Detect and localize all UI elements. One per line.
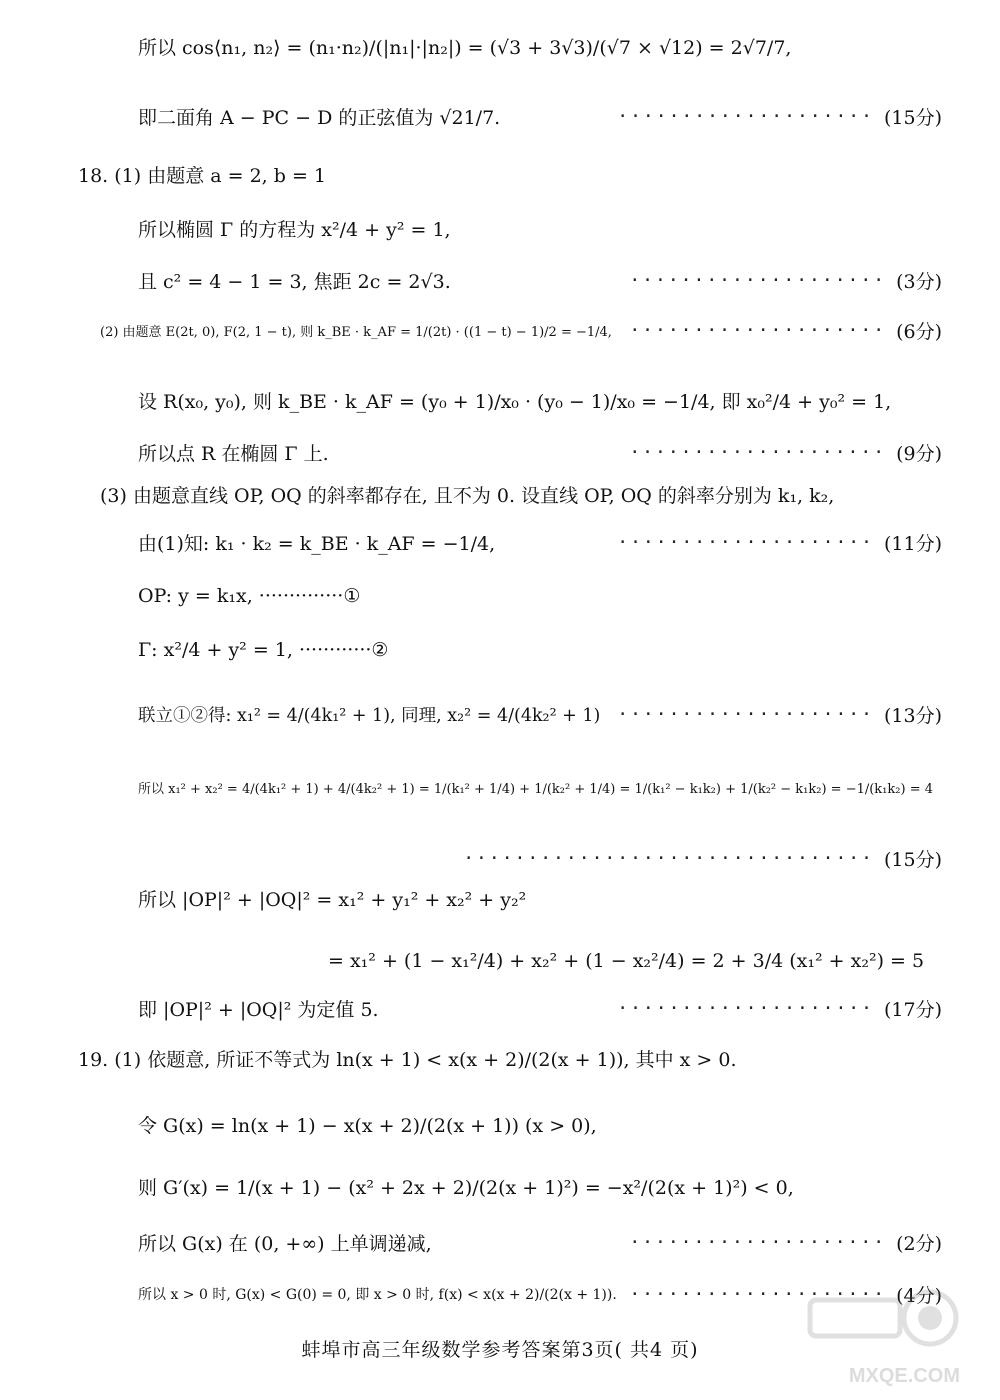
solution-line xyxy=(0,980,1000,1036)
solution-line xyxy=(0,200,1000,256)
score-label: (17分) xyxy=(883,998,942,1021)
score-label: (6分) xyxy=(896,320,942,343)
watermark-seal-icon xyxy=(790,1278,960,1358)
solution-text: (2) 由题意 E(2t, 0), F(2, 1 − t), 则 k_BE · k_AF = 1/(2t) · ((1 − t) − 1)/2 = −1/4, xyxy=(100,324,612,340)
solution-text: 即 |OP|² + |OQ|² 为定值 5. xyxy=(138,998,379,1021)
score-marker xyxy=(617,88,942,144)
score-label: (11分) xyxy=(883,532,942,555)
solution-line xyxy=(0,514,1000,570)
solution-text: Γ: x²/4 + y² = 1, ············② xyxy=(138,639,389,661)
solution-text: 所以 x₁² + x₂² = 4/(4k₁² + 1) + 4/(4k₂² + 1) = 1/(k₁² + 1/4) + 1/(k₂² + 1/4) = 1/(k₁² − k₁k₂) + 1/(k₂² − k₁k₂) = −1/(k₁k₂) = 4 xyxy=(138,781,933,797)
solution-line xyxy=(0,1096,1000,1152)
dotted-leader: ···················· xyxy=(617,703,874,725)
solution-text: 即二面角 A − PC − D 的正弦值为 √21/7. xyxy=(138,106,501,129)
solution-text: 令 G(x) = ln(x + 1) − x(x + 2)/(2(x + 1)) (x > 0), xyxy=(138,1114,597,1137)
score-label: (15分) xyxy=(883,106,942,129)
dotted-leader: ···················· xyxy=(617,105,874,127)
score-marker xyxy=(629,252,942,308)
score-marker xyxy=(629,302,942,358)
solution-text: 由(1)知: k₁ · k₂ = k_BE · k_AF = −1/4, xyxy=(138,532,496,555)
solution-line xyxy=(0,252,1000,308)
solution-line xyxy=(0,1158,1000,1214)
score-marker xyxy=(617,686,942,742)
solution-text: 所以 cos⟨n₁, n₂⟩ = (n₁·n₂)/(|n₁|·|n₂|) = (√3 + 3√3)/(√7 × √12) = 2√7/7, xyxy=(138,36,792,59)
watermark-logo xyxy=(790,1278,960,1388)
solution-text: 所以点 R 在椭圆 Γ 上. xyxy=(138,442,329,465)
solution-line xyxy=(0,88,1000,144)
score-label: (13分) xyxy=(883,704,942,727)
solution-text: (3) 由题意直线 OP, OQ 的斜率都存在, 且不为 0. 设直线 OP, OQ 的斜率分别为 k₁, k₂, xyxy=(100,484,835,507)
solution-line xyxy=(0,372,1000,428)
score-marker xyxy=(617,980,942,1036)
dotted-leader: ···················· xyxy=(629,441,887,463)
solution-line xyxy=(0,752,1000,822)
solution-text: 19. (1) 依题意, 所证不等式为 ln(x + 1) < x(x + 2)/(2(x + 1)), 其中 x > 0. xyxy=(78,1048,737,1071)
dotted-leader: ································ xyxy=(463,847,874,869)
dotted-leader: ···················· xyxy=(617,997,874,1019)
solution-text: 所以 x > 0 时, G(x) < G(0) = 0, 即 x > 0 时, f(x) < x(x + 2)/(2(x + 1)). xyxy=(138,1287,617,1303)
dotted-leader: ···················· xyxy=(629,269,887,291)
solution-text: 所以椭圆 Γ 的方程为 x²/4 + y² = 1, xyxy=(138,218,451,241)
dotted-leader: ···················· xyxy=(629,1231,887,1253)
solution-line xyxy=(0,18,1000,74)
solution-line xyxy=(0,622,1000,678)
score-label: (2分) xyxy=(896,1232,942,1255)
solution-line xyxy=(0,870,1000,926)
score-label: (9分) xyxy=(896,442,942,465)
footer-text: 蚌埠市高三年级数学参考答案第3页( 共4 页) xyxy=(301,1338,699,1361)
solution-text: 且 c² = 4 − 1 = 3, 焦距 2c = 2√3. xyxy=(138,270,451,293)
solution-text: 所以 G(x) 在 (0, +∞) 上单调递减, xyxy=(138,1232,432,1255)
solution-line xyxy=(0,1214,1000,1270)
score-label: (4分) xyxy=(896,1284,942,1307)
solution-text: 则 G′(x) = 1/(x + 1) − (x² + 2x + 2)/(2(x + 1)²) = −x²/(2(x + 1)²) < 0, xyxy=(138,1176,794,1199)
solution-line xyxy=(0,146,1000,202)
solution-text: 联立①②得: x₁² = 4/(4k₁² + 1), 同理, x₂² = 4/(4k₂² + 1) xyxy=(138,705,601,726)
solution-text: = x₁² + (1 − x₁²/4) + x₂² + (1 − x₂²/4) = 2 + 3/4 (x₁² + x₂²) = 5 xyxy=(328,950,925,972)
dotted-leader: ···················· xyxy=(617,531,874,553)
score-marker xyxy=(629,1214,942,1270)
solution-text: 18. (1) 由题意 a = 2, b = 1 xyxy=(78,164,326,187)
solution-line xyxy=(0,302,1000,358)
dotted-leader: ···················· xyxy=(629,1283,887,1305)
solution-line xyxy=(0,568,1000,624)
dotted-leader: ···················· xyxy=(629,319,887,341)
solution-line xyxy=(0,1030,1000,1086)
solution-line xyxy=(0,686,1000,742)
solution-text: 所以 |OP|² + |OQ|² = x₁² + y₁² + x₂² + y₂² xyxy=(138,888,527,911)
watermark-text: MXQE.COM xyxy=(848,1365,960,1387)
solution-text: 设 R(x₀, y₀), 则 k_BE · k_AF = (y₀ + 1)/x₀ · (y₀ − 1)/x₀ = −1/4, 即 x₀²/4 + y₀² = 1, xyxy=(138,390,892,413)
score-marker xyxy=(617,514,942,570)
solution-text: OP: y = k₁x, ··············① xyxy=(138,585,361,607)
score-label: (3分) xyxy=(896,270,942,293)
score-label: (15分) xyxy=(883,848,942,871)
